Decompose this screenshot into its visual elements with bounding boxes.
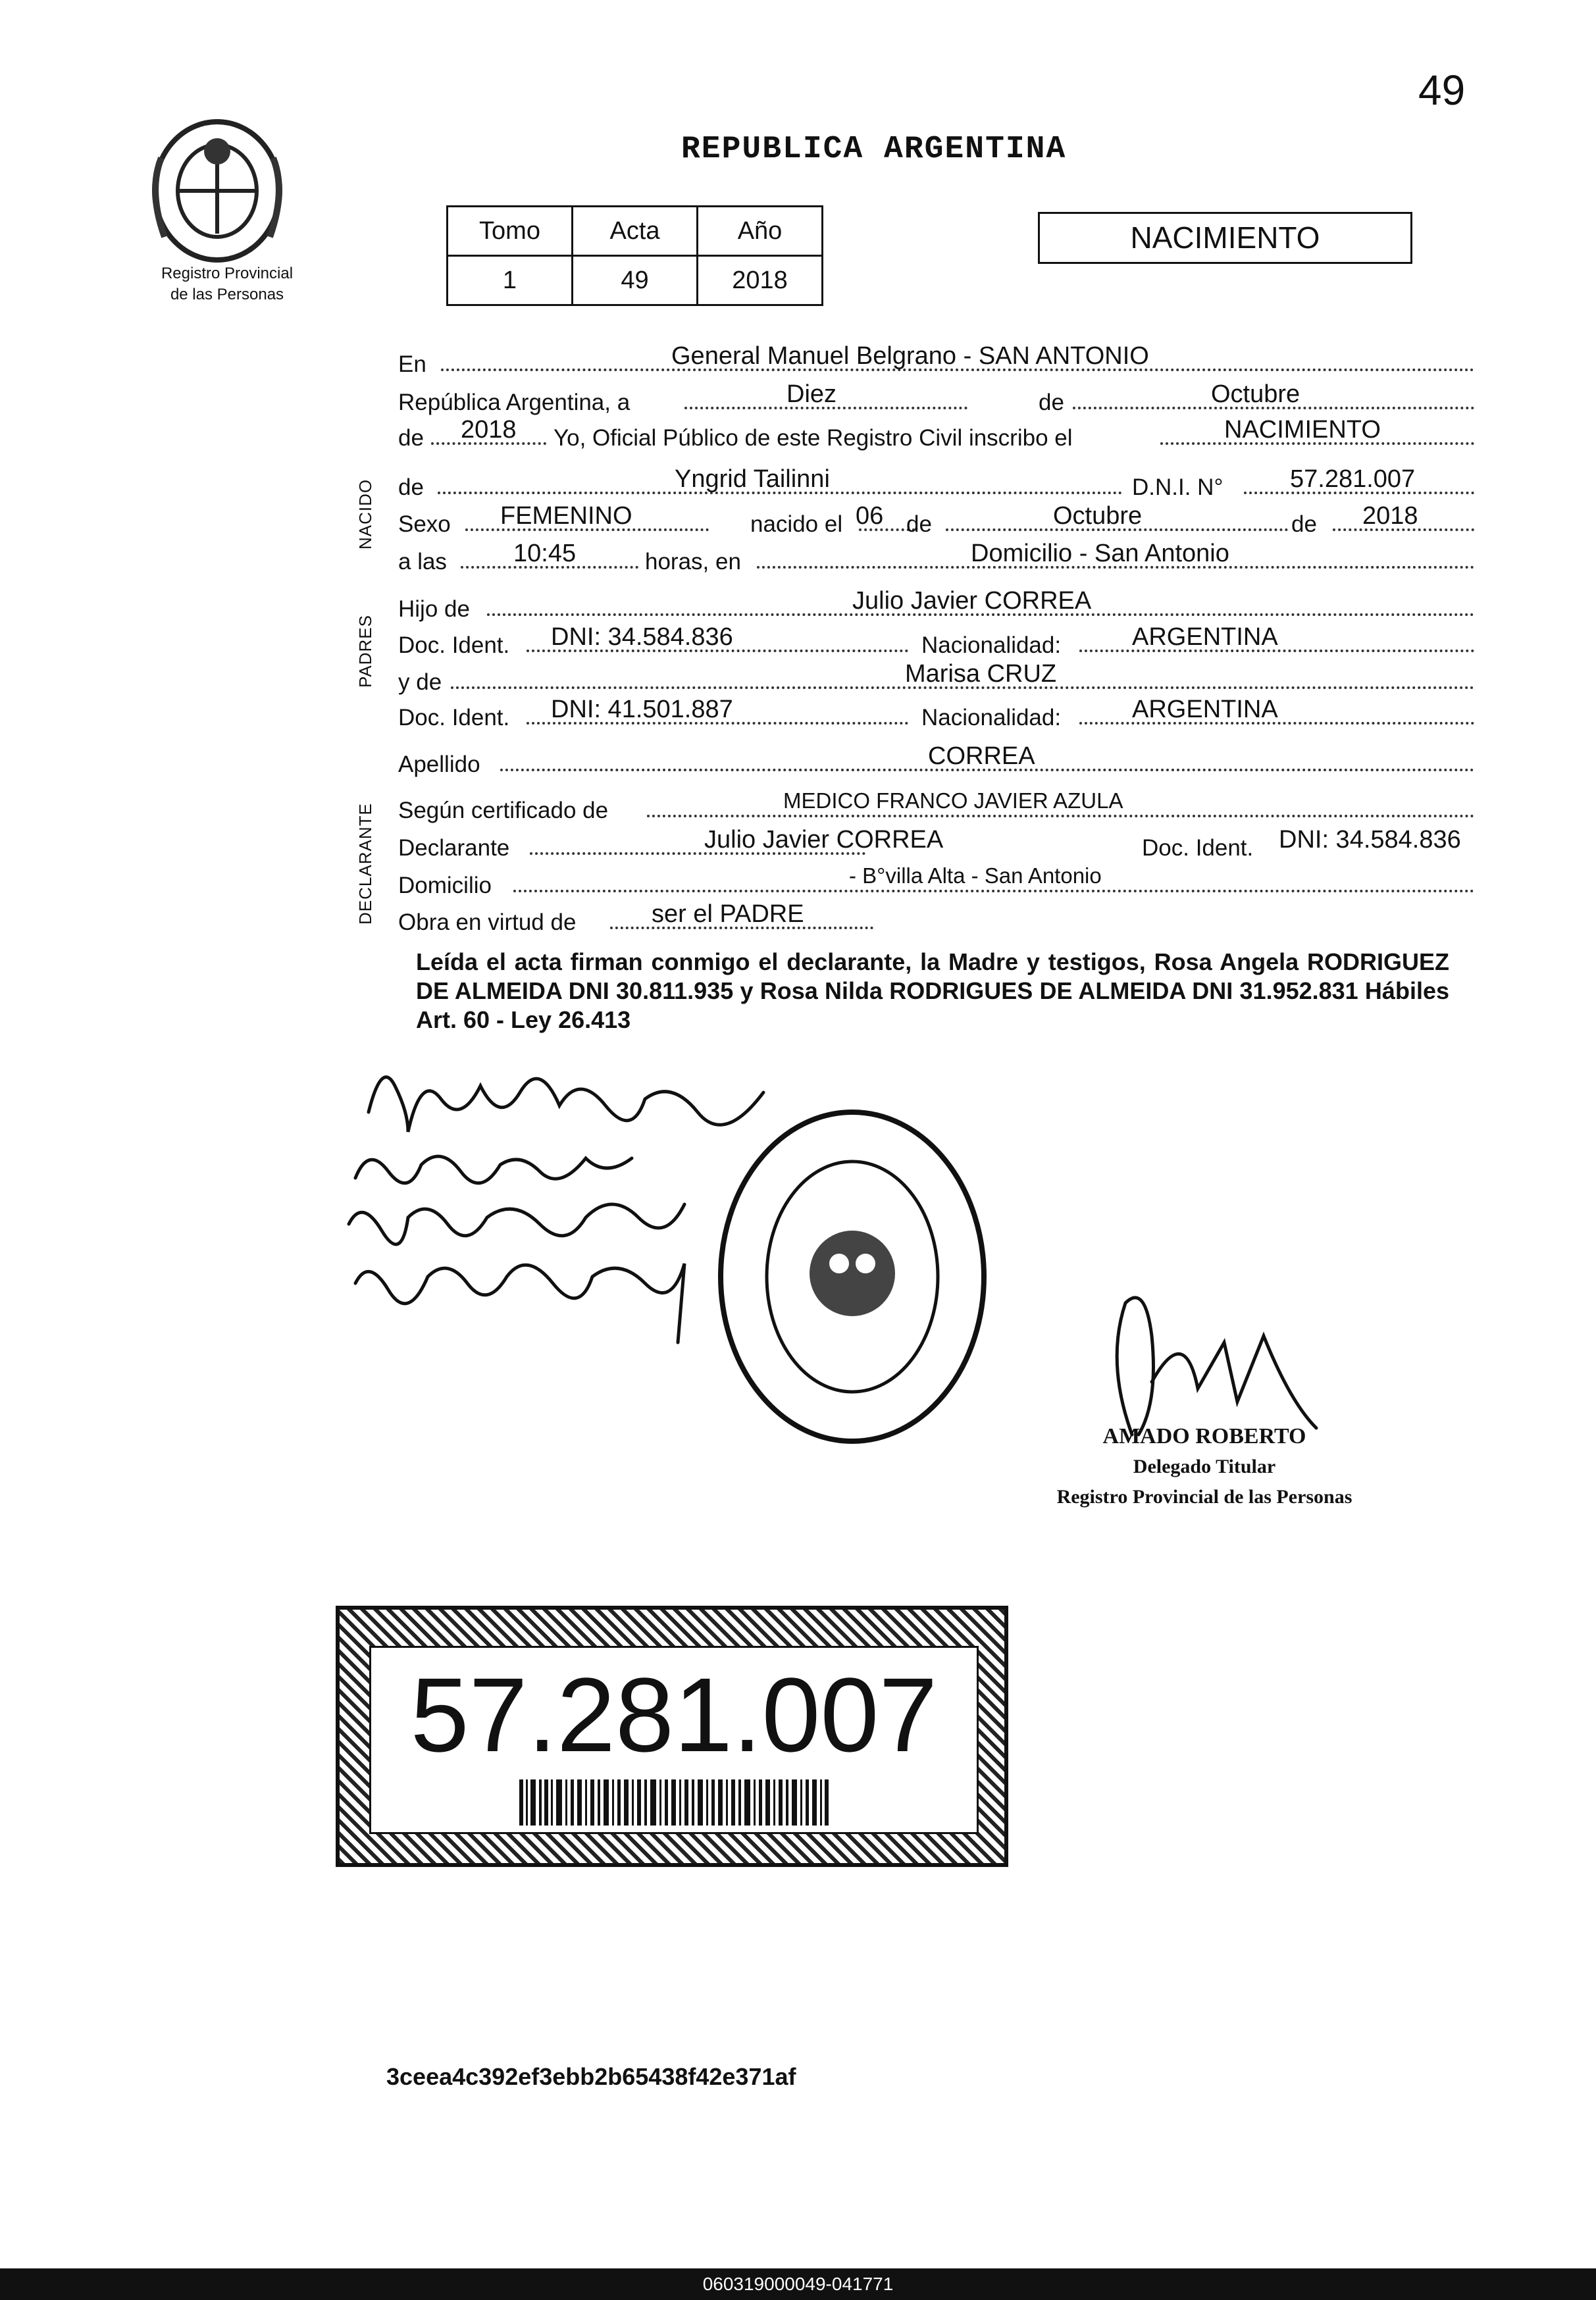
coat-of-arms-icon <box>142 112 293 270</box>
value-certificado: MEDICO FRANCO JAVIER AZULA <box>783 788 1123 813</box>
barcode-icon <box>519 1779 829 1826</box>
value-tomo: 1 <box>448 256 573 305</box>
value-father-doc: DNI: 34.584.836 <box>551 623 733 651</box>
row-domicilio: Domicilio - B°villa Alta - San Antonio <box>398 863 1474 900</box>
value-place: General Manuel Belgrano - SAN ANTONIO <box>671 342 1149 370</box>
official-block <box>1040 1421 1369 1512</box>
closing-paragraph: Leída el acta firman conmigo el declarante, la Madre y testigos, Rosa Angela RODRIGUEZ DE ALMEIDA DNI 30.811.935 y Rosa Nilda RODRIGUES DE ALMEIDA DNI 31.952.831 Hábiles Art. 60 - Ley 26.413 <box>416 948 1449 1033</box>
document-hash: 3ceea4c392ef3ebb2b65438f42e371af <box>386 2063 796 2090</box>
value-father: Julio Javier CORREA <box>852 587 1092 615</box>
record-table <box>446 205 823 306</box>
value-anio: 2018 <box>698 256 823 305</box>
value-inscribo: NACIMIENTO <box>1224 416 1381 444</box>
official-office: Registro Provincial de las Personas <box>1056 1486 1352 1508</box>
registry-caption: Registro Provincial de las Personas <box>161 265 294 303</box>
value-year: 2018 <box>461 416 517 444</box>
value-acta: 49 <box>573 256 698 305</box>
side-label-padres: PADRES <box>355 615 375 688</box>
value-domicilio: - B°villa Alta - San Antonio <box>849 863 1102 888</box>
row-obra: Obra en virtud de ser el PADRE <box>398 900 1474 937</box>
value-birth-day: 06 <box>856 502 884 530</box>
row-doc-padre: Doc. Ident. DNI: 34.584.836 Nacionalidad: ARGENTINA <box>398 623 1474 660</box>
row-en <box>398 342 1474 379</box>
row-sexo: Sexo FEMENINO nacido el 06 de Octubre de 2018 <box>398 502 1474 539</box>
value-name: Yngrid Tailinni <box>675 465 830 493</box>
official-seal-icon <box>714 1106 991 1448</box>
record-type-box: NACIMIENTO <box>1038 212 1412 264</box>
page-title: REPUBLICA ARGENTINA <box>681 132 1067 167</box>
label-en: En <box>398 351 426 377</box>
value-declarante: Julio Javier CORREA <box>704 826 944 854</box>
row-doc-madre: Doc. Ident. DNI: 41.501.887 Nacionalidad: ARGENTINA <box>398 696 1474 732</box>
row-fecha: República Argentina, a Diez de Octubre <box>398 380 1474 417</box>
side-label-nacido: NACIDO <box>355 478 375 549</box>
value-month: Octubre <box>1211 380 1300 408</box>
value-birth-month: Octubre <box>1053 502 1143 530</box>
row-madre: y de Marisa CRUZ <box>398 660 1474 697</box>
value-declarante-doc: DNI: 34.584.836 <box>1279 826 1461 854</box>
dni-barcode-box <box>336 1606 1008 1867</box>
value-dni: 57.281.007 <box>1290 465 1416 493</box>
value-apellido: CORREA <box>928 742 1035 770</box>
header-acta: Acta <box>573 207 698 256</box>
row-hora: a las 10:45 horas, en Domicilio - San Antonio <box>398 540 1474 576</box>
row-declarante: Declarante Julio Javier CORREA Doc. Ident. DNI: 34.584.836 <box>398 826 1461 861</box>
value-day: Diez <box>786 380 837 408</box>
row-inscribo: de 2018 Yo, Oficial Público de este Registro Civil inscribo el NACIMIENTO <box>398 416 1474 453</box>
dni-number: 57.281.007 <box>410 1656 938 1774</box>
value-mother: Marisa CRUZ <box>905 660 1057 688</box>
row-hijo: Hijo de Julio Javier CORREA <box>398 587 1474 624</box>
header-tomo: Tomo <box>448 207 573 256</box>
page-number: 49 <box>1418 66 1466 114</box>
value-time: 10:45 <box>513 540 577 567</box>
value-birth-year: 2018 <box>1362 502 1418 530</box>
row-nombre: de Yngrid Tailinni D.N.I. N° 57.281.007 <box>398 465 1474 502</box>
row-apellido: Apellido CORREA <box>398 742 1474 779</box>
value-mother-nat: ARGENTINA <box>1132 696 1278 723</box>
side-label-declarante: DECLARANTE <box>355 803 375 925</box>
official-name: AMADO ROBERTO <box>1102 1424 1306 1448</box>
value-obra: ser el PADRE <box>652 900 804 928</box>
value-sex: FEMENINO <box>500 502 632 530</box>
value-father-nat: ARGENTINA <box>1132 623 1278 651</box>
row-certificado: Según certificado de MEDICO FRANCO JAVIER AZULA <box>398 788 1474 825</box>
value-birth-place: Domicilio - San Antonio <box>971 540 1229 567</box>
header-anio: Año <box>698 207 823 256</box>
footer-code: 060319000049-041771 <box>0 2268 1596 2300</box>
value-mother-doc: DNI: 41.501.887 <box>551 696 733 723</box>
official-role: Delegado Titular <box>1133 1456 1276 1477</box>
